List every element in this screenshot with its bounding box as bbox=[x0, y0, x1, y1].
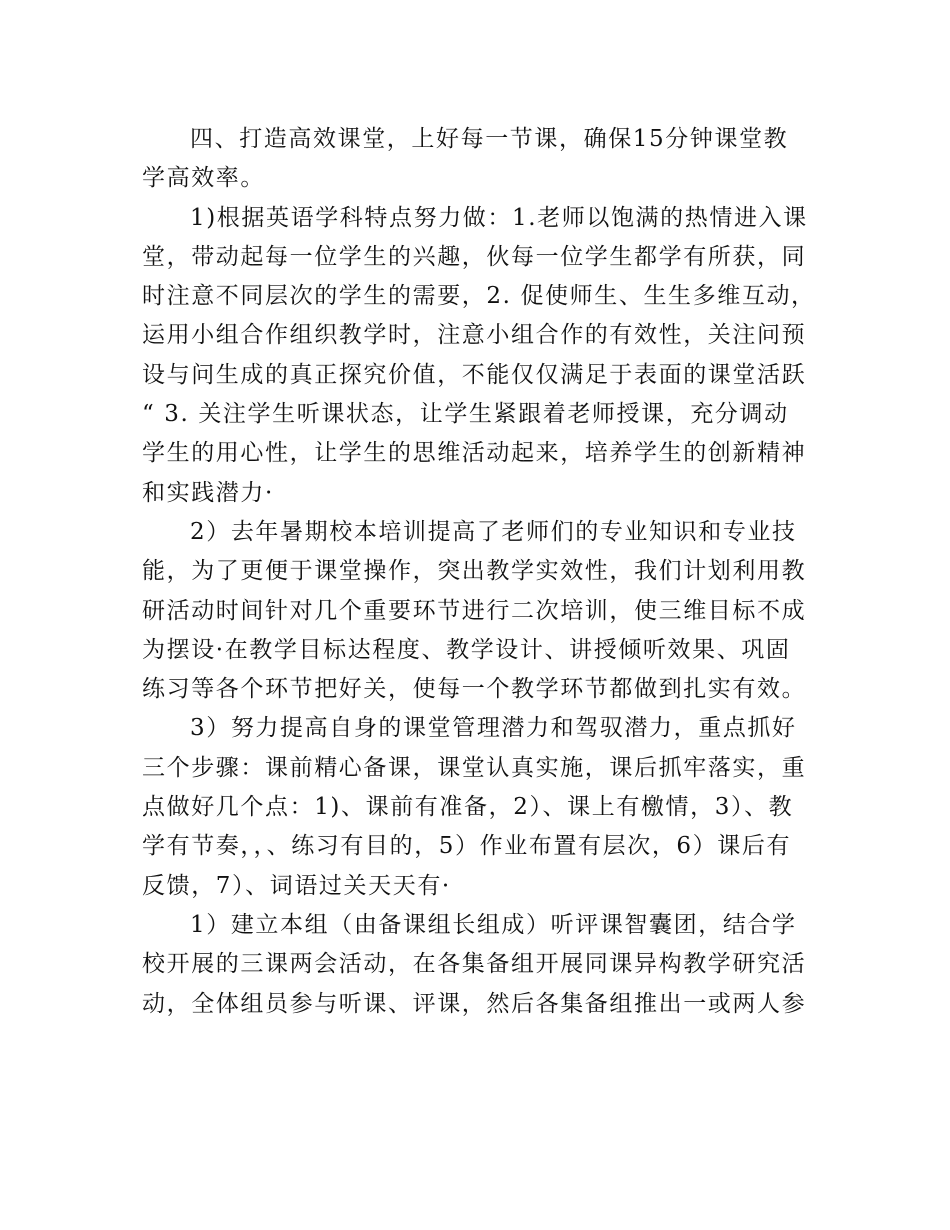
text-line: 1)根据英语学科特点努力做：1.老师以饱满的热情进入课 bbox=[190, 204, 808, 231]
text-line: 研活动时间针对几个重要环节进行二次培训，使三维目标不成 bbox=[142, 597, 807, 624]
text-line: 动，全体组员参与听课、评课，然后各集备组推出一或两人参 bbox=[142, 990, 807, 1017]
text-line: 能，为了更便于课堂操作，突出教学实效性，我们计划利用教 bbox=[142, 558, 807, 585]
text-line: 练习等各个环节把好关，使每一个教学环节都做到扎实有效。 bbox=[142, 676, 807, 703]
text-line: 运用小组合作组织教学时，注意小组合作的有效性，关注问预 bbox=[142, 322, 807, 349]
text-line: 校开展的三课两会活动，在各集备组开展同课异构教学研究活 bbox=[142, 951, 807, 978]
text-line: 学有节奏，，、练习有目的，5）作业布置有层次，6）课后有 bbox=[142, 833, 792, 860]
paragraph-item-2 bbox=[142, 513, 814, 709]
text-line: 四、打造高效课堂，上好每一节课，确保15分钟课堂教 bbox=[190, 126, 789, 152]
paragraph-section-four-heading bbox=[142, 120, 814, 199]
text-line: 学生的用心性，让学生的思维活动起来，培养学生的创新精神 bbox=[142, 440, 807, 467]
text-line: 反馈，7）、词语过关天天有· bbox=[142, 872, 451, 899]
document-body bbox=[142, 120, 814, 1024]
text-line: 三个步骤：课前精心备课，课堂认真实施，课后抓牢落实，重 bbox=[142, 754, 807, 781]
paragraph-item-3 bbox=[142, 709, 814, 905]
text-line: 时注意不同层次的学生的需要，2. 促使师生、生生多维互动， bbox=[142, 283, 816, 310]
text-line: 设与问生成的真正探究价值，不能仅仅满足于表面的课堂活跃 bbox=[142, 361, 807, 388]
text-line: “ 3. 关注学生听课状态，让学生紧跟着老师授课，充分调动 bbox=[142, 401, 789, 428]
text-line: 1）建立本组（由备课组长组成）听评课智囊团，结合学 bbox=[190, 911, 797, 938]
text-line: 为摆设·在教学目标达程度、教学设计、讲授倾听效果、巩固 bbox=[142, 636, 791, 663]
text-line: 2）去年暑期校本培训提高了老师们的专业知识和专业技 bbox=[190, 518, 797, 545]
text-line: 点做好几个点：1)、课前有准备，2）、课上有檄情，3）、教 bbox=[142, 794, 794, 821]
text-line: 堂，带动起每一位学生的兴趣，伙每一位学生都学有所获，同 bbox=[142, 243, 807, 270]
text-line: 学高效率。 bbox=[142, 165, 265, 192]
text-line: 3）努力提高自身的课堂管理潜力和驾驭潜力，重点抓好 bbox=[190, 715, 797, 742]
text-line: 和实践潜力· bbox=[142, 479, 274, 506]
paragraph-item-1 bbox=[142, 199, 814, 513]
paragraph-item-1-second-list bbox=[142, 906, 814, 1024]
